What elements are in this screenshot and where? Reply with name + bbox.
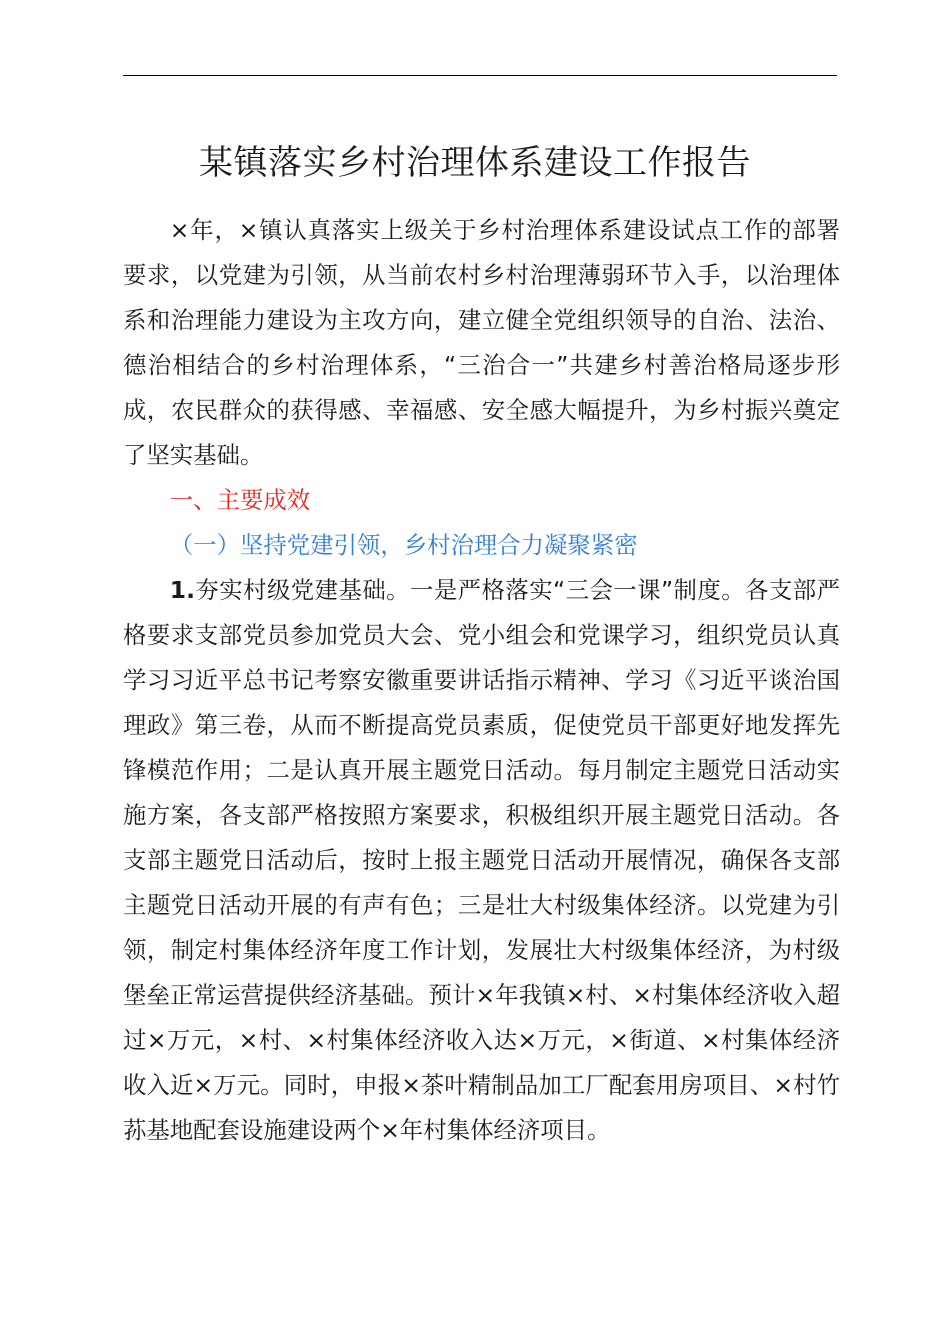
document-title: 某镇落实乡村治理体系建设工作报告 xyxy=(199,143,751,183)
intro-paragraph: ×年，×镇认真落实上级关于乡村治理体系建设试点工作的部署要求，以党建为引领，从当前农村乡村治理薄弱环节入手，以治理体系和治理能力建设为主攻方向，建立健全党组织领导的自治、法治、德治相结合的乡村治理体系，“三治合一”共建乡村善治格局逐步形成，农民群众的获得感、幸福感、安全感大幅提升，为乡村振兴奠定了坚实基础。 xyxy=(123,216,840,469)
item-text: 夯实村级党建基础。一是严格落实“三会一课”制度。各支部严格要求支部党员参加党员大会、党小组会和党课学习，组织党员认真学习习近平总书记考察安徽重要讲话指示精神、学习《习近平谈治国理政》第三卷，从而不断提高党员素质，促使党员干部更好地发挥先锋模范作用；二是认真开展主题党日活动。每月制定主题党日活动实施方案，各支部严格按照方案要求，积极组织开展主题党日活动。各支部主题党日活动后，按时上报主题党日活动开展情况，确保各支部主题党日活动开展的有声有色；三是壮大村级集体经济。以党建为引领，制定村集体经济年度工作计划，发展壮大村级集体经济，为村级堡垒正常运营提供经济基础。预计×年我镇×村、×村集体经济收入超过×万元，×村、×村集体经济收入达×万元，×街道、×村集体经济收入近×万元。同时，申报×茶叶精制品加工厂配套用房项目、×村竹荪基地配套设施建设两个×年村集体经济项目。 xyxy=(123,576,840,1144)
header-rule xyxy=(123,75,837,76)
item-number: 1. xyxy=(169,576,195,604)
document-body xyxy=(123,208,840,1153)
section-heading: 一、主要成效 xyxy=(169,486,311,514)
subsection-heading: （一）坚持党建引领，乡村治理合力凝聚紧密 xyxy=(169,531,638,559)
item-paragraph xyxy=(123,568,840,1153)
